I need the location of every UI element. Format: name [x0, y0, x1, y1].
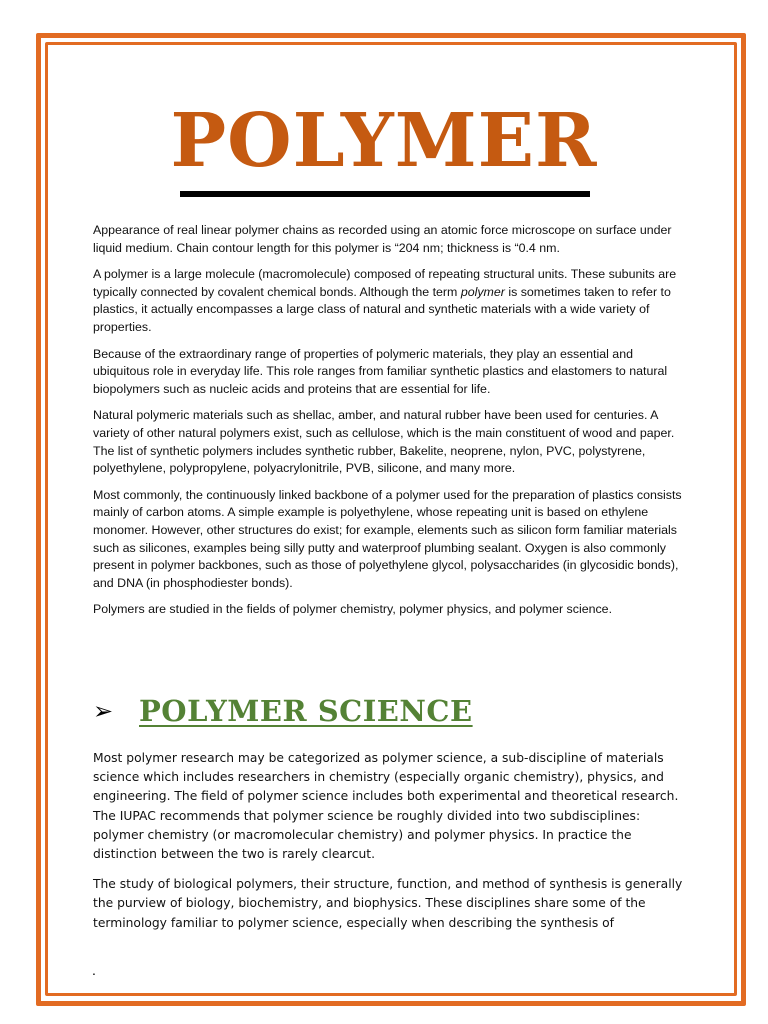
intro-text [93, 222, 683, 628]
paragraph-biological-polymers: The study of biological polymers, their structure, function, and method of synthesis is generally the purview of biology, biochemistry, and biophysics. These disciplines share some of the terminology familiar to polymer science, especially when describing the synthesis of [93, 877, 683, 930]
paragraph-polymer-science: Most polymer research may be categorized as polymer science, a sub-discipline of materials science which includes researchers in chemistry (especially organic chemistry), physics, and engineering. The field of polymer science includes both experimental and theoretical research. The IUPAC recommends that polymer science be roughly divided into two subdisciplines: polymer chemistry (or macromolecular chemistry) and polymer physics. In practice the distinction between the two is rarely clearcut. [93, 751, 679, 862]
title-underline-rule [180, 191, 590, 197]
paragraph-fields: Polymers are studied in the fields of polymer chemistry, polymer physics, and polymer science. [93, 602, 613, 617]
page-title: POLYMER [170, 98, 598, 184]
paragraph-natural-synthetic: Natural polymeric materials such as shellac, amber, and natural rubber have been used for centuries. A variety of other natural polymers exist, such as cellulose, which is the main constituent of wood and paper. The list of synthetic polymers includes synthetic rubber, Bakelite, neoprene, nylon, PVC, polystyrene, polyethylene, polypropylene, polyacrylonitrile, PVB, silicone, and many more. [93, 408, 675, 476]
paragraph-backbone: Most commonly, the continuously linked backbone of a polymer used for the preparation of plastics consists mainly of carbon atoms. A simple example is polyethylene, whose repeating unit is based on ethylene monomer. However, other structures do exist; for example, elements such as silicon form familiar materials such as silicones, examples being silly putty and waterproof plumbing sealant. Oxygen is also commonly present in polymer backbones, such as those of polyethylene glycol, polysaccharides (in glycosidic bonds), and DNA (in phosphodiester bonds). [93, 487, 682, 590]
italic-term-polymer: polymer [460, 284, 505, 299]
paragraph-afm: Appearance of real linear polymer chains as recorded using an atomic force microscope on surface under liquid medium. Chain contour length for this polymer is “204 nm; thickness is “0.4 nm. [93, 223, 672, 255]
arrow-bullet-icon: ➢ [93, 697, 114, 725]
section-heading [93, 694, 473, 728]
section-text [93, 749, 683, 944]
paragraph-properties: Because of the extraordinary range of properties of polymeric materials, they play an essential and ubiquitous role in everyday life. This role ranges from familiar synthetic plastics and elastomers to natural biopolymers such as nucleic acids and proteins that are essential for life. [93, 346, 668, 396]
trailing-bullet: . [92, 962, 96, 978]
paragraph-definition: A polymer is a large molecule (macromolecule) composed of repeating structural units. These subunits are typically connected by covalent chemical bonds. Although the term polymer is sometimes taken to refer to plastics, it actually encompasses a large class of natural and synthetic materials with a wide variety of properties. [93, 267, 677, 334]
section-title: POLYMER SCIENCE [139, 694, 473, 728]
